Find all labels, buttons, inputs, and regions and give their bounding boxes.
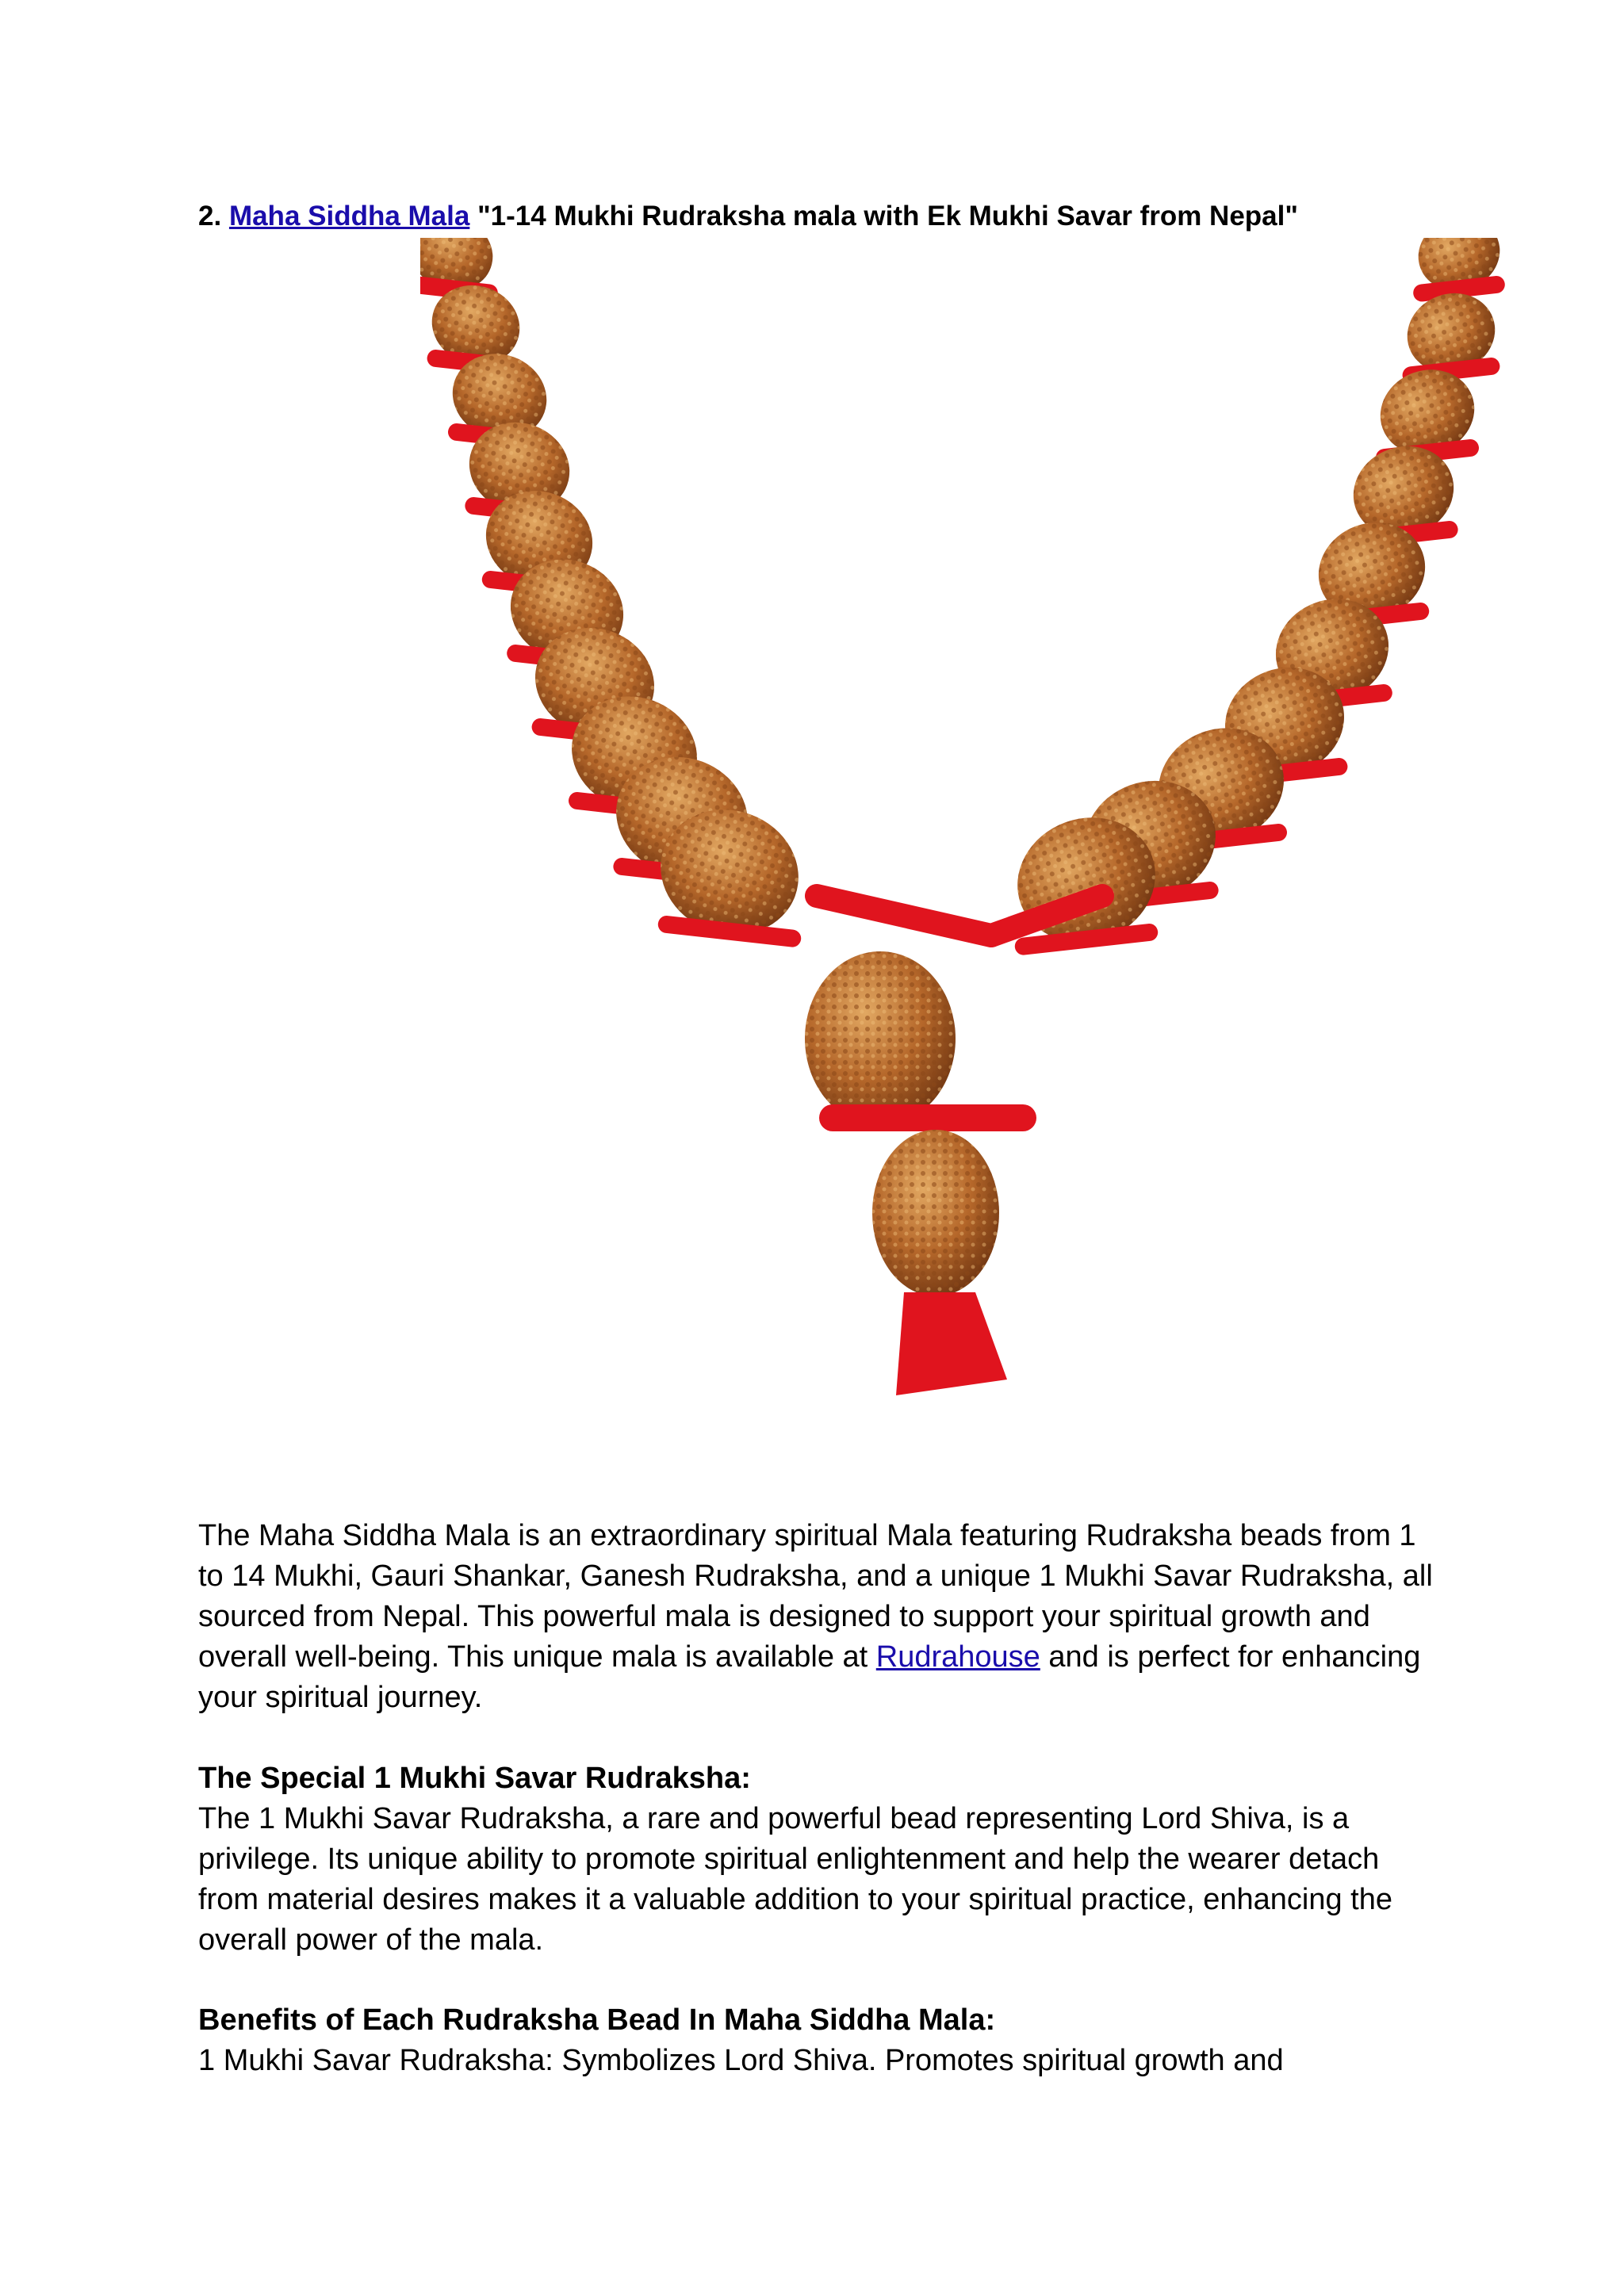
bead-texture — [805, 951, 956, 1126]
rudraksha-beads — [420, 238, 1511, 1395]
intro-paragraph — [198, 1516, 1435, 1718]
special-section-title: The Special 1 Mukhi Savar Rudraksha: — [198, 1762, 751, 1795]
red-thread-knot — [817, 896, 991, 936]
red-thread-knot — [1422, 285, 1496, 293]
maha-siddha-mala-link[interactable]: Maha Siddha Mala — [228, 201, 470, 232]
product-subtitle: "1-14 Mukhi Rudraksha mala with Ek Mukhi Savar from Nepal" — [477, 201, 1298, 232]
product-heading — [198, 197, 1467, 236]
red-thread-knot — [667, 924, 792, 939]
intro-text: The Maha Siddha Mala is an extraordinary spiritual Mala featuring Rudraksha beads from 1 to 14 Mukhi, Gauri Shankar, Ganesh Rudraksha, and a unique 1 Mukhi Savar Rudraksha, all sourced from Nepal. This powerful mala is designed to support your spiritual growth and overall well-being. This unique mala is available at — [198, 1519, 1433, 1674]
red-tassel — [896, 1292, 1007, 1395]
mala-product-image — [420, 238, 1515, 1443]
benefits-first-item: 1 Mukhi Savar Rudraksha: Symbolizes Lord Shiva. Promotes spiritual growth and — [198, 2044, 1284, 2077]
rudrahouse-link[interactable]: Rudrahouse — [875, 1640, 1040, 1674]
benefits-section-title: Benefits of Each Rudraksha Bead In Maha Siddha Mala: — [198, 2003, 996, 2037]
intro-text-end: and is perfect for enhancing your spiritual journey. — [198, 1640, 1421, 1714]
item-number: 2. — [198, 201, 222, 232]
special-section-body: The 1 Mukhi Savar Rudraksha, a rare and powerful bead representing Lord Shiva, is a privilege. Its unique ability to promote spiritual enlightenment and help the wearer detach from material desires makes it a valuable addition to your spiritual practice, enhancing the overall power of the mala. — [198, 1802, 1392, 1957]
red-thread-knot — [1024, 932, 1149, 947]
bead-texture — [872, 1130, 999, 1296]
